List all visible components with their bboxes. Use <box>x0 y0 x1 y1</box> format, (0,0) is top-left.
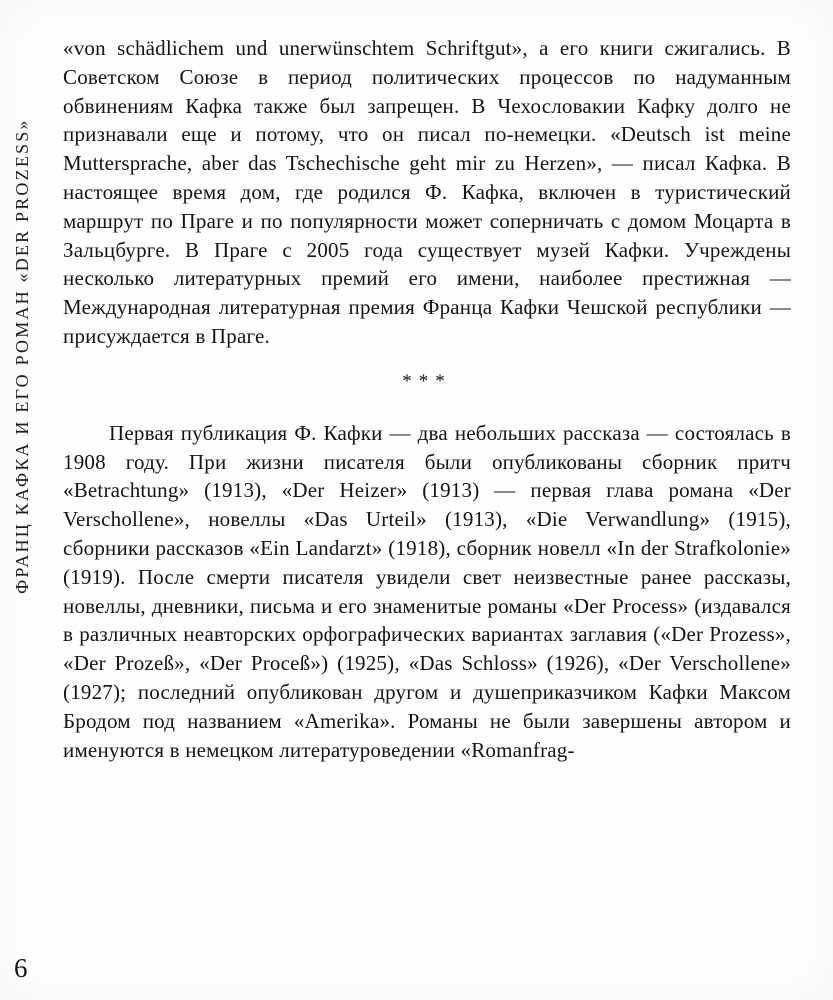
text-block <box>63 34 791 764</box>
running-title: ФРАНЦ КАФКА И ЕГО РОМАН «DER PROZESS» <box>12 118 32 594</box>
page-number: 6 <box>14 953 28 983</box>
paragraph-publications: Первая публикация Ф. Кафки — два небольших рассказа — состоялась в 1908 году. При жизни писателя были опубликованы сборник притч «Betrachtung» (1913), «Der Heizer» (1913) — первая глава романа «Der Verschollene», новеллы «Das Urteil» (1913), «Die Verwandlung» (1915), сборники рассказов «Ein Landarzt» (1918), сборник новелл «In der Strafkolonie» (1919). После смерти писателя увидели свет неизвестные ранее рассказы, новеллы, дневники, письма и его знаменитые романы «Der Process» (издавался в различных неавторских орфографических вариантах заглавия («Der Prozess», «Der Prozeß», «Der Proceß») (1925), «Das Schloss» (1926), «Der Verschollene» (1927); последний опубликован другом и душеприказчиком Кафки Максом Бродом под названием «Amerika». Романы не были завершены автором и именуются в немецком литературоведении «Romanfrag- <box>63 420 791 762</box>
paragraph-continuation: «von schädlichem und unerwünschtem Schriftgut», а его книги сжигались. В Советском Союзе в период политических процессов по надуманным обвинениям Кафка также был запрещен. В Чехословакии Кафку долго не признавали еще и потому, что он писал по-немецки. «Deutsch ist meine Muttersprache, aber das Tschechische geht mir zu Herzen», — писал Кафка. В настоящее время дом, где родился Ф. Кафка, включен в туристический маршрут по Праге и по популярности может соперничать с домом Моцарта в Зальцбурге. В Праге с 2005 года существует музей Кафки. Учреждены несколько литературных премий его имени, наиболее престижная — Международная литературная премия Франца Кафки Чешской республики — присуждается в Праге. <box>63 36 791 348</box>
section-separator: *** <box>402 370 452 392</box>
